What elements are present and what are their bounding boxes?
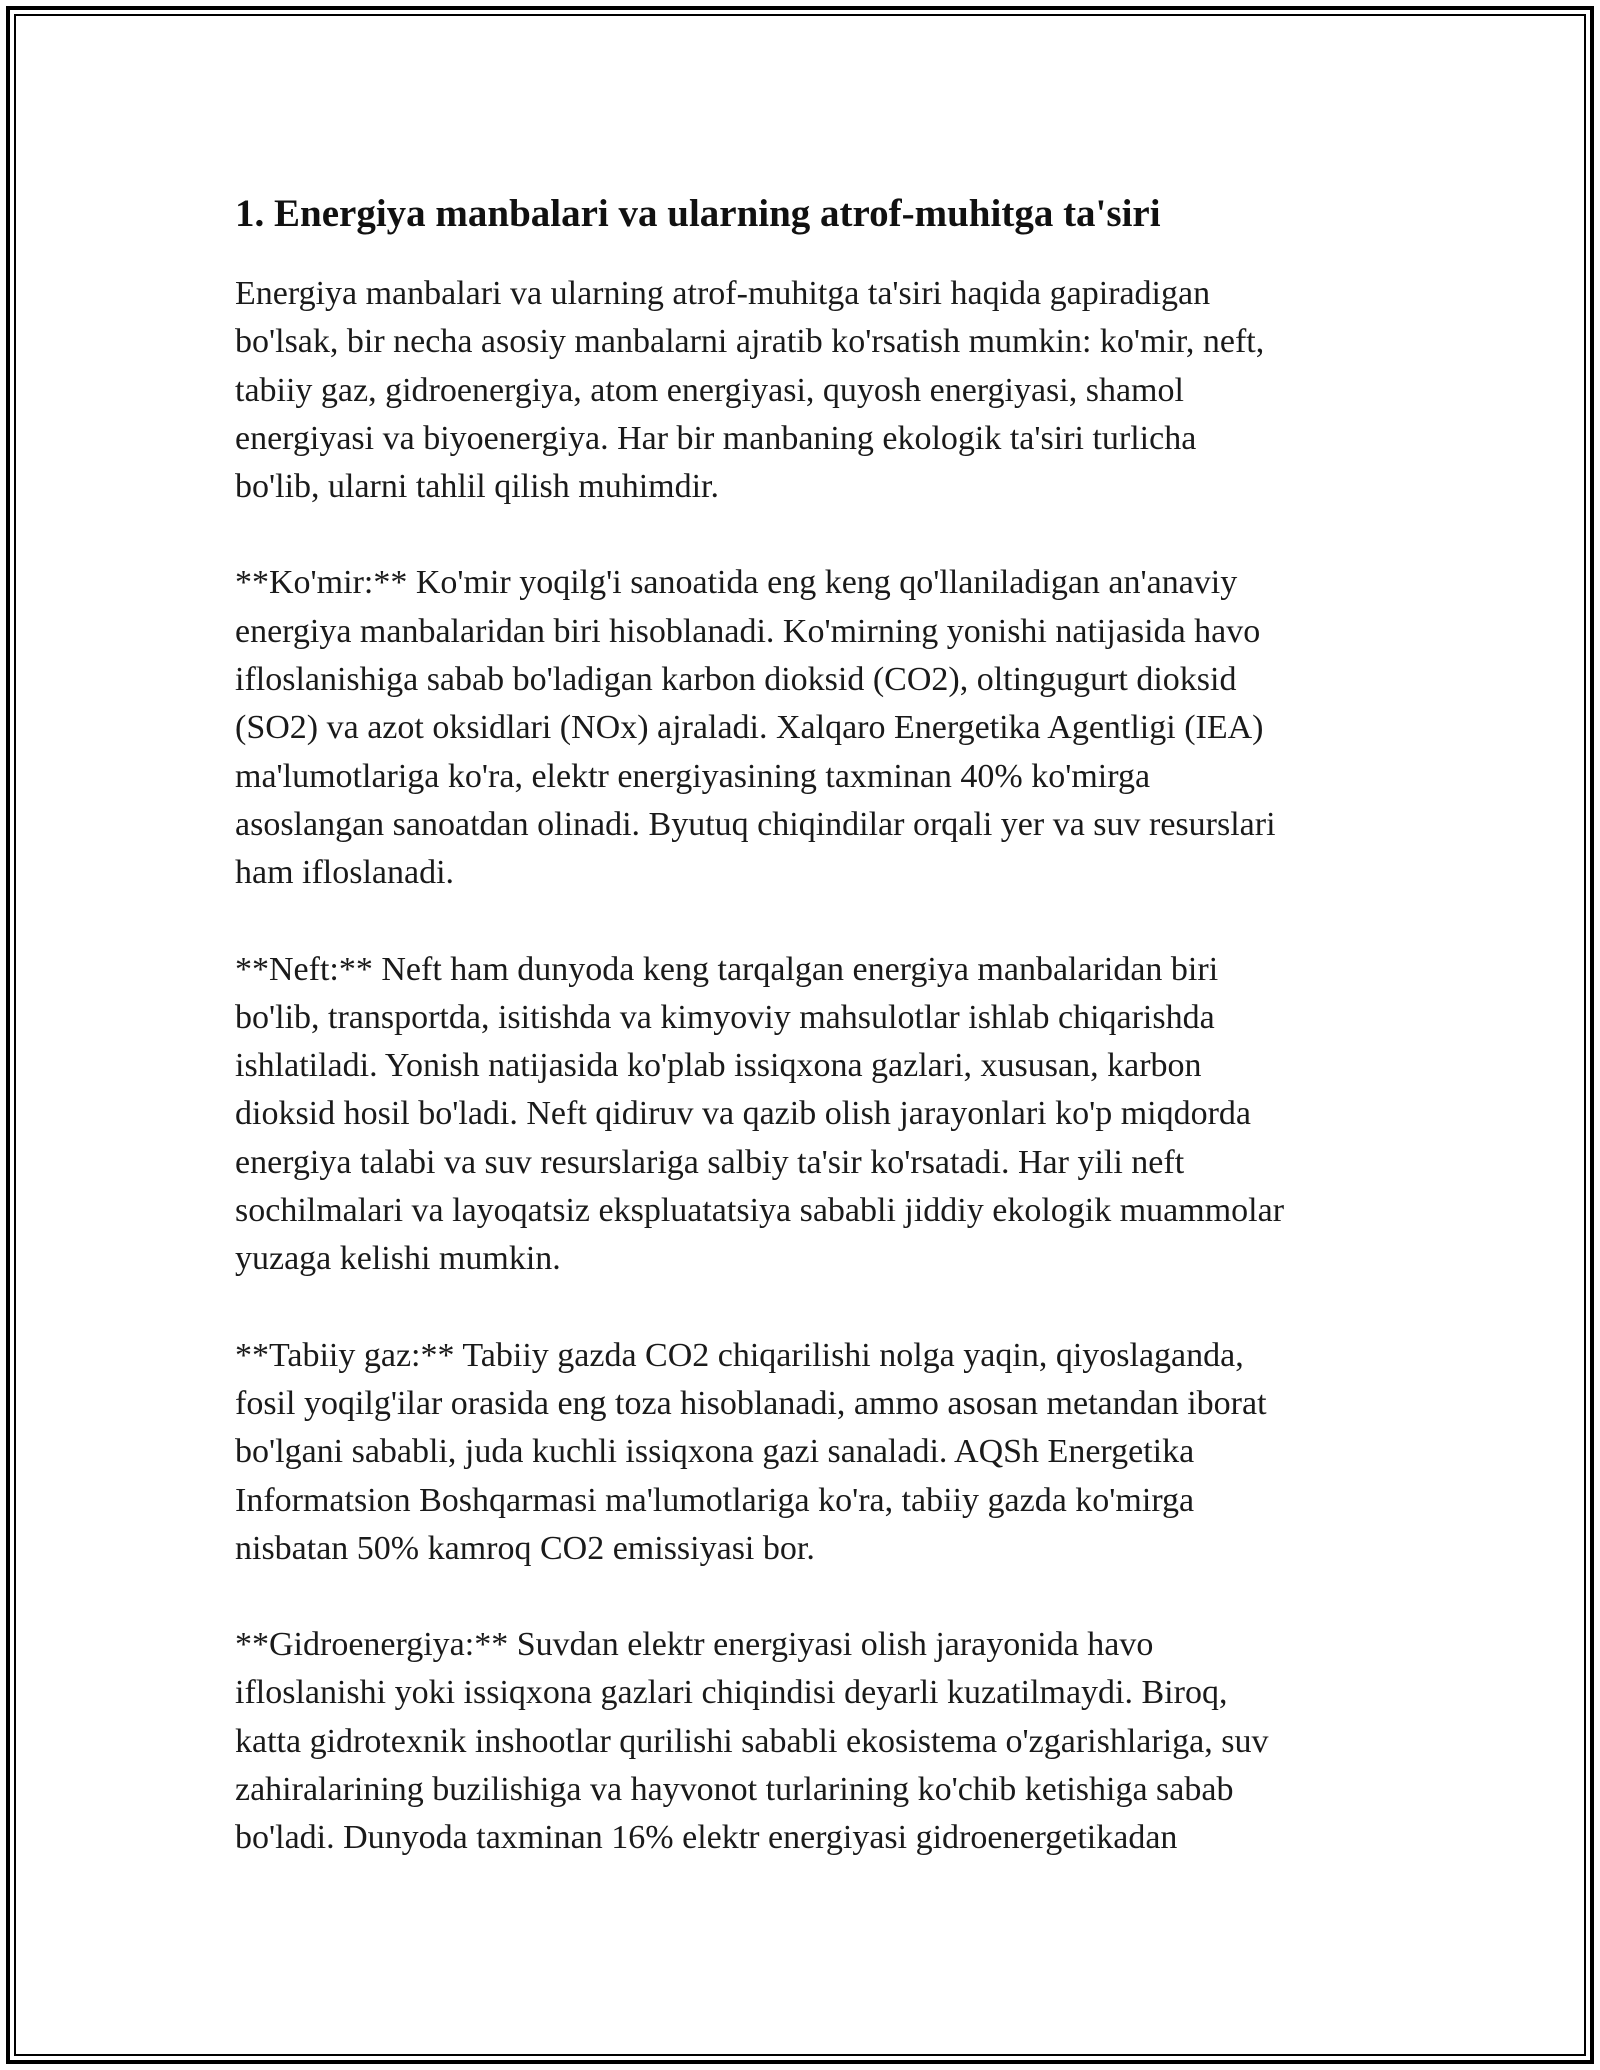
document-body — [235, 188, 1375, 1911]
natural-gas-paragraph: **Tabiiy gaz:** Tabiiy gazda CO2 chiqarilishi nolga yaqin, qiyoslaganda, fosil yoqilg'ilar orasida eng toza hisoblanadi, ammo asosan metandan iborat bo'lgani sababli, juda kuchli issiqxona gazi sanaladi. AQSh Energetika Informatsion Boshqarmasi ma'lumotlariga ko'ra, tabiiy gazda ko'mirga nisbatan 50% kamroq CO2 emissiyasi bor. — [235, 1336, 1267, 1567]
hydropower-paragraph: **Gidroenergiya:** Suvdan elektr energiyasi olish jarayonida havo ifloslanishi yoki issiqxona gazlari chiqindisi deyarli kuzatilmaydi. Biroq, katta gidrotexnik inshootlar qurilishi sababli ekosistema o'zgarishlariga, suv zahiralarining buzilishiga va hayvonot turlarining ko'chib ketishiga sabab bo'ladi. Dunyoda taxminan 16% elektr energiyasi gidroenergetikadan — [235, 1626, 1269, 1857]
intro-paragraph: Energiya manbalari va ularning atrof-muhitga ta'siri haqida gapiradigan bo'lsak, bir necha asosiy manbalarni ajratib ko'rsatish mumkin: ko'mir, neft, tabiiy gaz, gidroenergiya, atom energiyasi, quyosh energiyasi, shamol energiyasi va biyoenergiya. Har bir manbaning ekologik ta'siri turlicha bo'lib, ularni tahlil qilish muhimdir. — [235, 275, 1265, 506]
coal-paragraph: **Ko'mir:** Ko'mir yoqilg'i sanoatida eng keng qo'llaniladigan an'anaviy energiya manbalaridan biri hisoblanadi. Ko'mirning yonishi natijasida havo ifloslanishiga sabab bo'ladigan karbon dioksid (CO2), oltingugurt dioksid (SO2) va azot oksidlari (NOx) ajraladi. Xalqaro Energetika Agentligi (IEA) ma'lumotlariga ko'ra, elektr energiyasining taxminan 40% ko'mirga asoslangan sanoatdan olinadi. Byutuq chiqindilar orqali yer va suv resurslari ham ifloslanadi. — [235, 564, 1276, 892]
oil-paragraph: **Neft:** Neft ham dunyoda keng tarqalgan energiya manbalaridan biri bo'lib, transportda, isitishda va kimyoviy mahsulotlar ishlab chiqarishda ishlatiladi. Yonish natijasida ko'plab issiqxona gazlari, xususan, karbon dioksid hosil bo'ladi. Neft qidiruv va qazib olish jarayonlari ko'p miqdorda energiya talabi va suv resurslariga salbiy ta'sir ko'rsatadi. Har yili neft sochilmalari va layoqatsiz ekspluatatsiya sababli jiddiy ekologik muammolar yuzaga kelishi mumkin. — [235, 950, 1285, 1278]
section-title: 1. Energiya manbalari va ularning atrof-muhitga ta'siri — [235, 192, 1161, 235]
